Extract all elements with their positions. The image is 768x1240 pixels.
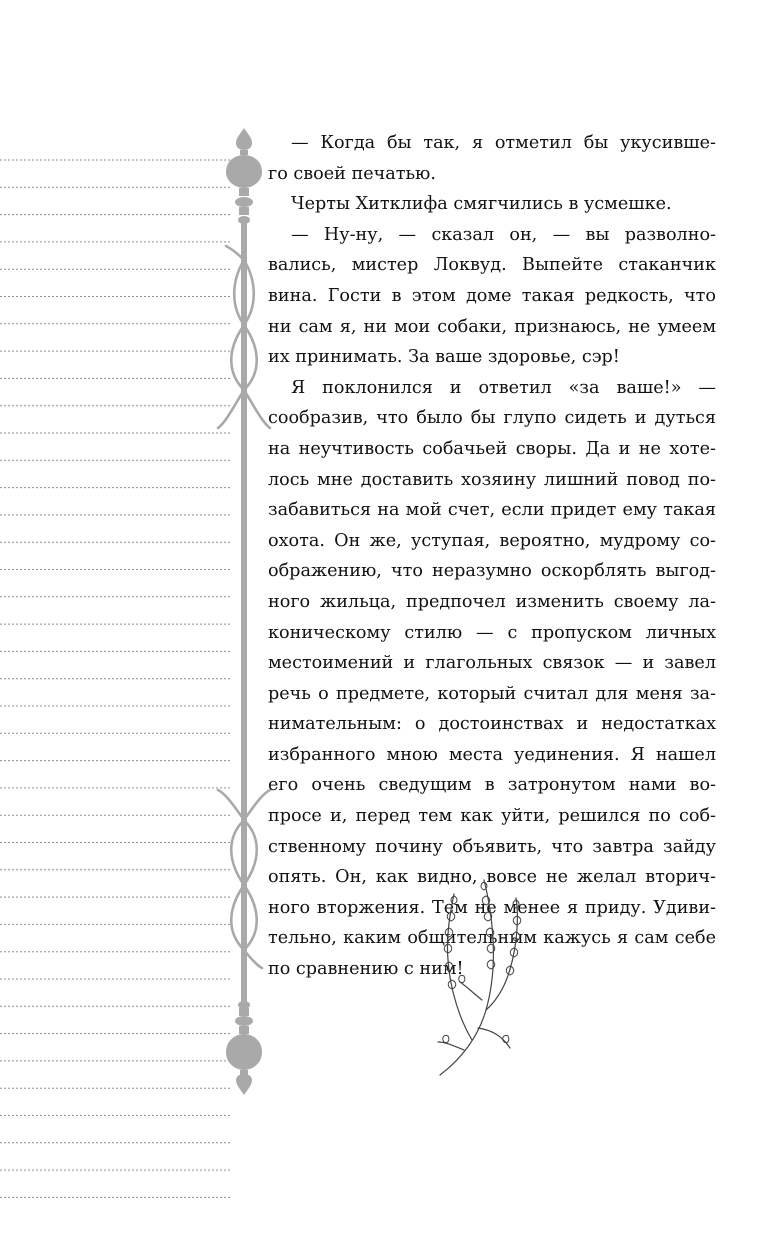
text-line: вина. Гости в этом доме такая редкость, что: [268, 285, 716, 306]
text-line: ного вторжения. Тем не менее я приду. Удиви-: [268, 897, 716, 918]
text-line: на неучтивость собачьей своры. Да и не хоте-: [268, 438, 716, 459]
text-line: ственному почину объявить, что завтра зайду: [268, 836, 716, 857]
text-line: охота. Он же, уступая, вероятно, мудрому со-: [268, 530, 716, 551]
text-line: ного жильца, предпочел изменить своему ла-: [268, 591, 716, 612]
text-line: избранного мною места уединения. Я нашел: [268, 744, 716, 765]
text-line: просе и, перед тем как уйти, решился по соб-: [268, 806, 716, 827]
text-line: — Ну-ну, — сказал он, — вы разволно-: [291, 224, 716, 245]
text-line: Черты Хитклифа смягчились в усмешке.: [291, 194, 672, 215]
body-text: [268, 128, 716, 985]
heather-sprig-illustration: [420, 870, 540, 1090]
text-line: ни сам я, ни мои собаки, признаюсь, не умеем: [268, 316, 716, 337]
text-line: местоимений и глагольных связок — и завел: [268, 653, 716, 674]
text-line: тельно, каким общительным кажусь я сам себе: [268, 928, 716, 949]
text-line: речь о предмете, который считал для меня за-: [268, 683, 716, 704]
text-line: опять. Он, как видно, вовсе не желал вторич-: [268, 867, 716, 888]
text-line: коническому стилю — с пропуском личных: [268, 622, 716, 643]
text-line: забавиться на мой счет, если придет ему такая: [268, 500, 716, 521]
text-line: лось мне доставить хозяину лишний повод по-: [268, 469, 716, 490]
text-line: вались, мистер Локвуд. Выпейте стаканчик: [268, 255, 716, 276]
text-line: их принимать. За ваше здоровье, сэр!: [268, 347, 620, 368]
text-line: го своей печатью.: [268, 163, 436, 184]
text-line: по сравнению с ним!: [268, 959, 464, 980]
text-line: его очень сведущим в затронутом нами во-: [268, 775, 716, 796]
text-line: — Когда бы так, я отметил бы укусивше-: [291, 133, 716, 153]
text-line: нимательным: о достоинствах и недостатках: [268, 714, 716, 735]
text-line: ображению, что неразумно оскорблять выгод-: [268, 561, 716, 582]
text-line: сообразив, что было бы глупо сидеть и дуться: [268, 408, 716, 429]
text-line: Я поклонился и ответил «за ваше!» —: [291, 377, 716, 398]
